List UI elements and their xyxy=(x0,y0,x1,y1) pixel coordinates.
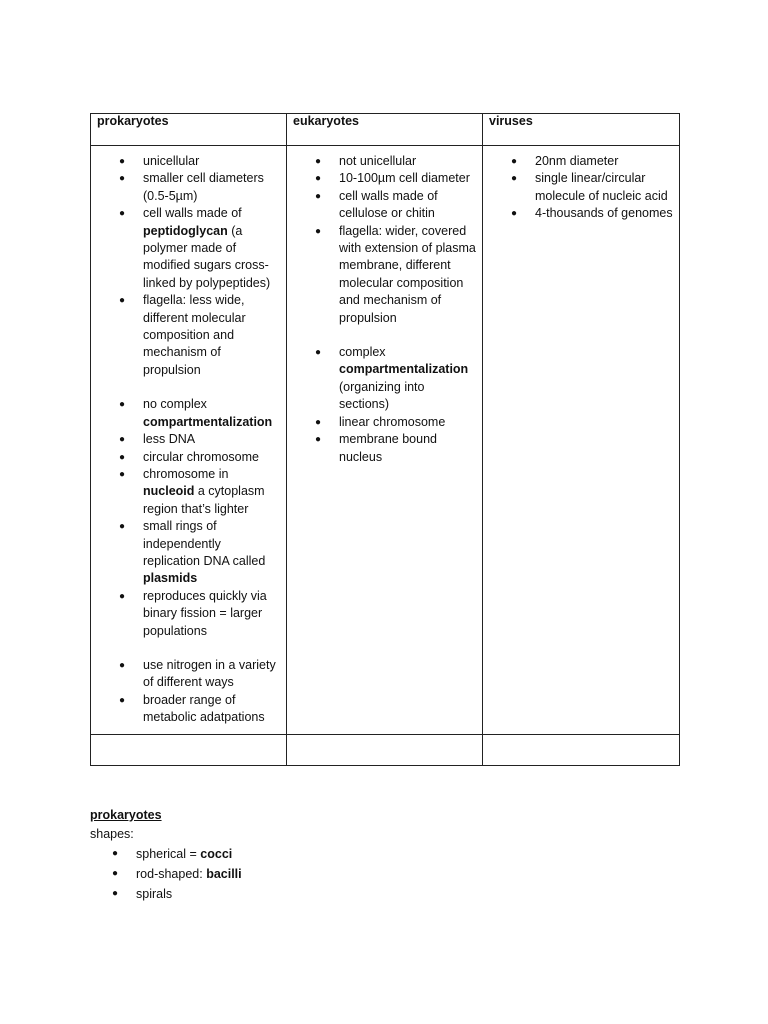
text-run: 10-100µm cell diameter xyxy=(339,171,470,186)
list-item xyxy=(489,205,673,222)
list-item xyxy=(293,414,476,431)
list-item xyxy=(293,188,476,223)
text-run: 20nm diameter xyxy=(535,154,619,168)
list-item xyxy=(97,588,280,640)
empty-cell xyxy=(91,735,287,766)
text-run: no complex xyxy=(143,397,207,412)
text-run: spirals xyxy=(136,887,173,901)
list-item xyxy=(293,223,476,327)
cell-prokaryotes xyxy=(91,146,287,735)
list-item xyxy=(293,170,476,187)
list-item xyxy=(97,466,280,518)
list-item xyxy=(97,657,280,692)
section-subtitle: shapes: xyxy=(90,827,134,841)
list-item xyxy=(293,431,476,466)
list-item xyxy=(293,153,476,170)
text-run: complex xyxy=(339,345,386,360)
text-run: linear chromosome xyxy=(339,414,446,429)
header-prokaryotes: prokaryotes xyxy=(91,114,287,146)
list-item xyxy=(97,170,280,205)
cell-eukaryotes xyxy=(287,146,483,735)
bold-term: cocci xyxy=(200,847,233,861)
text-run: flagella: less wide, different molecular composition and mechanism of propulsion xyxy=(143,293,246,377)
text-run: reproduces quickly via binary fission = larger populations xyxy=(143,588,267,638)
list-item xyxy=(489,170,673,205)
header-viruses: viruses xyxy=(483,114,680,146)
list-item xyxy=(293,344,476,414)
text-run: small rings of independently replication DNA called xyxy=(143,519,266,568)
text-run: flagella: wider, covered with extension of plasma membrane, different molecular composition and mechanism of propulsion xyxy=(339,223,476,325)
text-run: (a polymer made of modified sugars cross-linked by polypeptides) xyxy=(143,223,271,290)
text-run: cell walls made of cellulose or chitin xyxy=(339,188,438,221)
text-run: single linear/circular molecule of nucleic acid xyxy=(535,171,668,203)
list-item xyxy=(90,864,690,884)
list-item xyxy=(489,153,673,170)
bold-term: compartmentalization xyxy=(143,414,273,429)
text-run: use nitrogen in a variety of different ways xyxy=(143,657,276,690)
list-item xyxy=(97,692,280,727)
cell-viruses xyxy=(483,146,680,735)
list-item xyxy=(97,431,280,448)
text-run: cell walls made of xyxy=(143,206,242,221)
comparison-table xyxy=(90,113,680,766)
table-header-row xyxy=(91,114,680,146)
bold-term: compartmentalization xyxy=(339,362,469,377)
text-run: unicellular xyxy=(143,154,200,168)
table-body-row xyxy=(91,146,680,735)
text-run: broader range of metabolic adatpations xyxy=(143,692,265,725)
list-item xyxy=(97,153,280,170)
text-run: circular chromosome xyxy=(143,449,260,464)
list-item xyxy=(97,518,280,588)
empty-cell xyxy=(483,735,680,766)
bold-term: nucleoid xyxy=(143,484,195,499)
empty-cell xyxy=(287,735,483,766)
viruses-list xyxy=(489,153,673,223)
text-run: spherical = xyxy=(136,847,201,861)
list-item xyxy=(97,396,280,431)
text-run: rod-shaped: xyxy=(136,867,207,881)
text-run: less DNA xyxy=(143,432,196,447)
text-run: a cytoplasm region that’s lighter xyxy=(143,484,265,516)
list-item xyxy=(90,844,690,864)
bold-term: peptidoglycan xyxy=(143,223,228,238)
text-run: 4-thousands of genomes xyxy=(535,206,673,221)
eukaryotes-list xyxy=(293,153,476,466)
shapes-list xyxy=(90,844,690,904)
section-title: prokaryotes xyxy=(90,808,162,822)
text-run: not unicellular xyxy=(339,154,417,168)
text-run: chromosome in xyxy=(143,466,229,481)
list-item xyxy=(97,449,280,466)
list-item xyxy=(97,205,280,292)
shapes-section xyxy=(90,806,690,904)
list-item xyxy=(90,884,690,904)
bold-term: bacilli xyxy=(206,867,242,881)
text-run: membrane bound nucleus xyxy=(339,432,437,464)
bold-term: plasmids xyxy=(143,571,198,586)
header-eukaryotes: eukaryotes xyxy=(287,114,483,146)
text-run: smaller cell diameters (0.5-5µm) xyxy=(143,171,264,203)
text-run: (organizing into sections) xyxy=(339,379,425,412)
prokaryotes-list xyxy=(97,153,280,727)
table-empty-row xyxy=(91,735,680,766)
list-item xyxy=(97,292,280,379)
